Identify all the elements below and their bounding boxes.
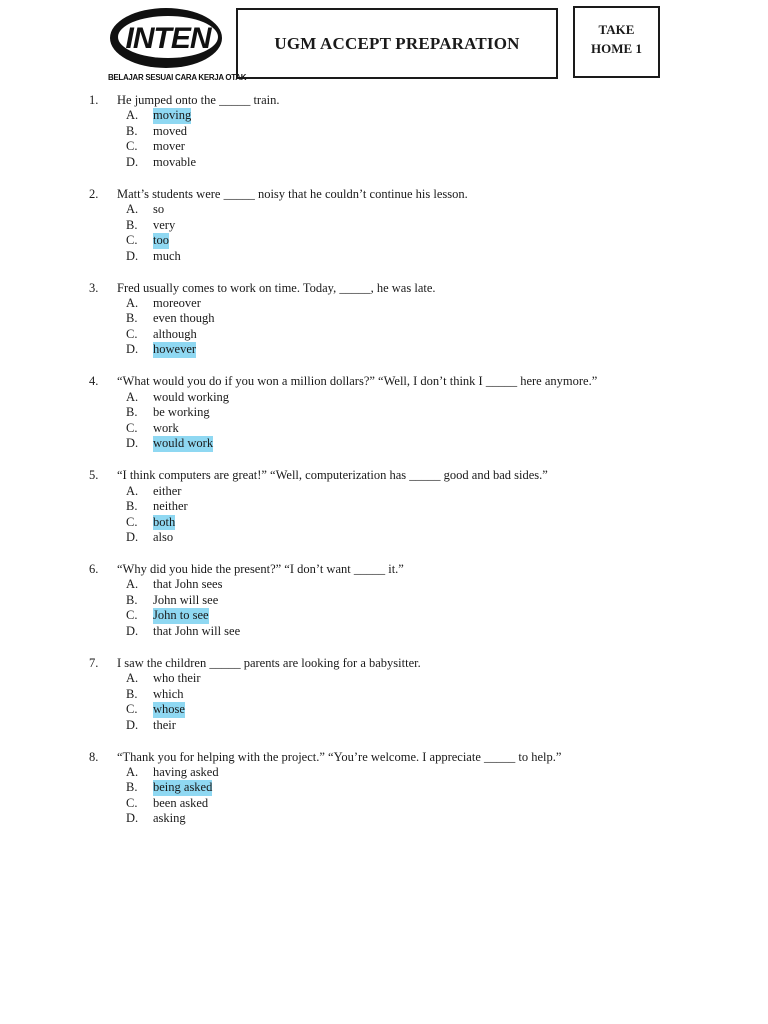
option-letter: D. xyxy=(126,342,139,357)
logo-tagline: BELAJAR SESUAI CARA KERJA OTAK xyxy=(108,72,247,82)
question-text: He jumped onto the _____ train. xyxy=(117,93,280,107)
option-text: very xyxy=(153,217,176,232)
option-text-highlighted: however xyxy=(153,342,197,357)
option-letter: B. xyxy=(126,217,138,232)
option-text: although xyxy=(153,326,197,341)
page-title: UGM ACCEPT PREPARATION xyxy=(236,8,558,79)
option-letter: B. xyxy=(126,405,138,420)
question-text: Matt’s students were _____ noisy that he couldn’t continue his lesson. xyxy=(117,186,468,201)
option-text: moved xyxy=(153,123,188,138)
option-letter: D. xyxy=(126,530,139,545)
option-letter: A. xyxy=(126,577,139,592)
option-letter: B. xyxy=(126,592,138,607)
option-letter: B. xyxy=(126,686,138,701)
question-number: 6. xyxy=(89,562,99,576)
option-text-highlighted: being asked xyxy=(153,780,213,795)
question-number: 3. xyxy=(89,280,99,295)
option-letter: B. xyxy=(126,123,138,138)
option-text-highlighted: moving xyxy=(153,108,192,123)
option-letter: D. xyxy=(126,248,139,263)
option-text: having asked xyxy=(153,764,219,779)
question-text: “I think computers are great!” “Well, computerization has _____ good and bad sides.” xyxy=(117,468,548,483)
option-text: moreover xyxy=(153,295,201,310)
option-text-highlighted: would work xyxy=(153,436,214,451)
take-home-line-2: HOME 1 xyxy=(591,41,642,56)
option-text: which xyxy=(153,686,184,701)
option-text: that John sees xyxy=(153,577,223,592)
question-number: 7. xyxy=(89,655,99,670)
option-letter: C. xyxy=(126,702,138,717)
option-letter: A. xyxy=(126,295,139,310)
question-number: 5. xyxy=(89,468,99,483)
option-letter: A. xyxy=(126,108,139,123)
option-letter: B. xyxy=(126,499,138,514)
option-text: would working xyxy=(153,389,230,404)
question-text: “What would you do if you won a million dollars?” “Well, I don’t think I _____ here anymore.” xyxy=(117,374,598,389)
option-text: asking xyxy=(153,811,186,826)
option-text-highlighted: too xyxy=(153,233,169,248)
option-text: John will see xyxy=(153,592,219,607)
option-letter: C. xyxy=(126,139,138,154)
option-text: movable xyxy=(153,154,197,169)
option-letter: B. xyxy=(126,311,138,326)
option-letter: C. xyxy=(126,326,138,341)
option-letter: C. xyxy=(126,233,138,248)
option-letter: A. xyxy=(126,389,139,404)
option-letter: A. xyxy=(126,671,139,686)
option-letter: C. xyxy=(126,608,138,623)
option-text: so xyxy=(153,202,165,217)
option-letter: C. xyxy=(126,514,138,529)
inten-logo-mark xyxy=(108,6,230,72)
option-letter: A. xyxy=(126,764,139,779)
question-number: 1. xyxy=(89,93,99,107)
option-letter: C. xyxy=(126,420,138,435)
option-letter: D. xyxy=(126,154,139,169)
take-home-label xyxy=(573,6,660,78)
inten-logo xyxy=(108,6,247,84)
question-text: Fred usually comes to work on time. Today, _____, he was late. xyxy=(117,280,436,295)
option-text: mover xyxy=(153,139,185,154)
option-letter: D. xyxy=(126,717,139,732)
option-text: much xyxy=(153,248,181,263)
take-home-line-1: TAKE xyxy=(598,22,635,37)
question-text: I saw the children _____ parents are looking for a babysitter. xyxy=(117,655,421,670)
option-letter: C. xyxy=(126,795,138,810)
option-letter: A. xyxy=(126,483,139,498)
option-letter: D. xyxy=(126,811,139,826)
option-text: be working xyxy=(153,405,210,420)
option-letter: B. xyxy=(126,780,138,795)
question-text: “Thank you for helping with the project.” “You’re welcome. I appreciate _____ to help.” xyxy=(117,749,562,764)
logo-text: INTEN xyxy=(125,22,211,55)
option-text-highlighted: both xyxy=(153,514,176,529)
question-number: 4. xyxy=(89,374,99,389)
option-text: been asked xyxy=(153,795,209,810)
question-number: 2. xyxy=(89,186,99,201)
option-letter: D. xyxy=(126,623,139,638)
option-text: even though xyxy=(153,311,215,326)
option-text-highlighted: John to see xyxy=(153,608,209,623)
option-letter: A. xyxy=(126,202,139,217)
option-text: who their xyxy=(153,671,201,686)
option-text: also xyxy=(153,530,174,545)
question-text: “Why did you hide the present?” “I don’t want _____ it.” xyxy=(117,562,404,576)
option-letter: D. xyxy=(126,436,139,451)
option-text: their xyxy=(153,717,176,732)
option-text-highlighted: whose xyxy=(153,702,185,717)
option-text: neither xyxy=(153,499,188,514)
option-text: work xyxy=(153,420,179,435)
option-text: either xyxy=(153,483,182,498)
option-text: that John will see xyxy=(153,623,241,638)
question-number: 8. xyxy=(89,749,99,764)
